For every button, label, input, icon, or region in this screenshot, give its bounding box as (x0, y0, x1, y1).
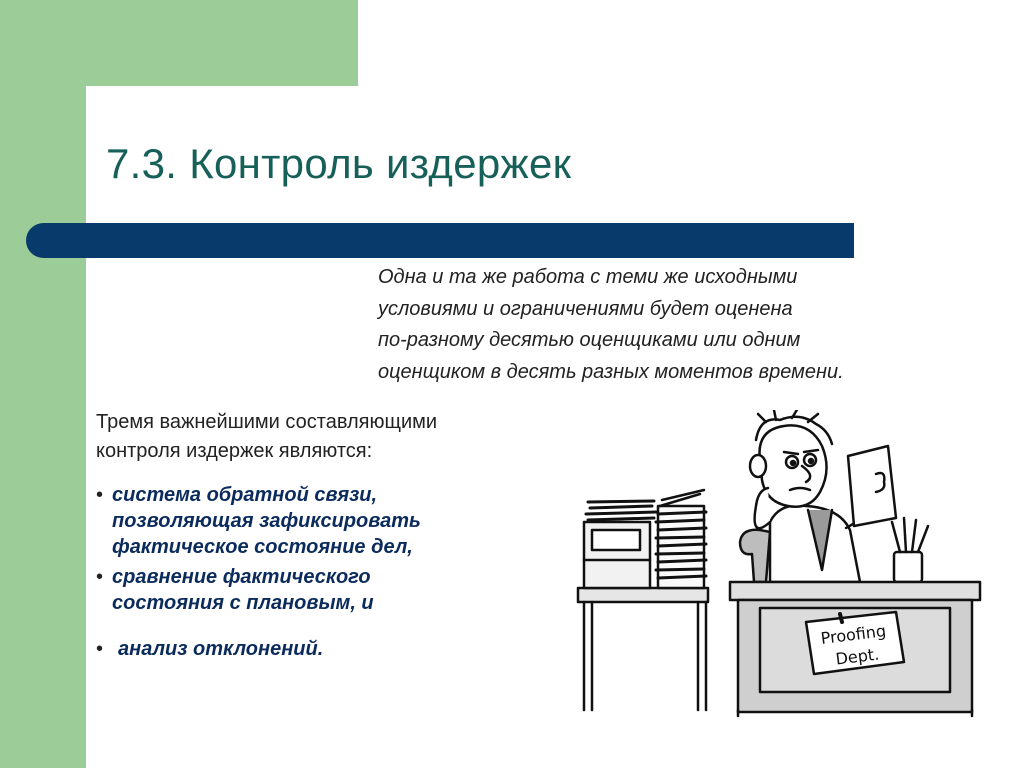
intro-line: Тремя важнейшими составляющими (96, 411, 438, 433)
quote-line: по-разному десятью оценщиками или одним (378, 329, 801, 351)
bullet-line: фактическое состояние дел, (112, 536, 413, 558)
bullet-line: сравнение фактического (112, 566, 371, 588)
bullet-line: система обратной связи, (112, 484, 378, 506)
bullet-item-feedback (96, 482, 576, 560)
sign-text-line1: Proofing (819, 621, 888, 648)
pencil-cup (892, 518, 928, 582)
quote-block (378, 262, 998, 388)
quote-line: Одна и та же работа с теми же исходными (378, 266, 798, 288)
sign-text-line2: Dept. (834, 644, 881, 669)
chair (740, 530, 770, 582)
bullet-marker: • (96, 638, 104, 660)
side-table (578, 490, 708, 710)
left-green-band (0, 0, 86, 768)
intro-line: контроля издержек являются: (96, 440, 373, 462)
office-worker-illustration (570, 410, 990, 720)
top-green-band (86, 0, 358, 86)
bullet-item-comparison (96, 564, 576, 616)
bullet-line: позволяющая зафиксировать (112, 510, 421, 532)
bullet-line: анализ отклонений. (118, 638, 324, 660)
slide-title: 7.3. Контроль издержек (106, 140, 572, 187)
bullet-list (96, 482, 576, 662)
held-paper (848, 446, 896, 526)
bullet-marker: • (96, 566, 104, 588)
bullet-line: состояния с плановым, и (112, 592, 374, 614)
title-divider-bar (26, 223, 854, 258)
quote-line: оценщиком в десять разных моментов времени. (378, 360, 844, 383)
intro-text (96, 408, 566, 466)
bullet-item-analysis (96, 636, 576, 662)
quote-line: условиями и ограничениями будет оценена (378, 297, 793, 320)
bullet-marker: • (96, 484, 104, 506)
